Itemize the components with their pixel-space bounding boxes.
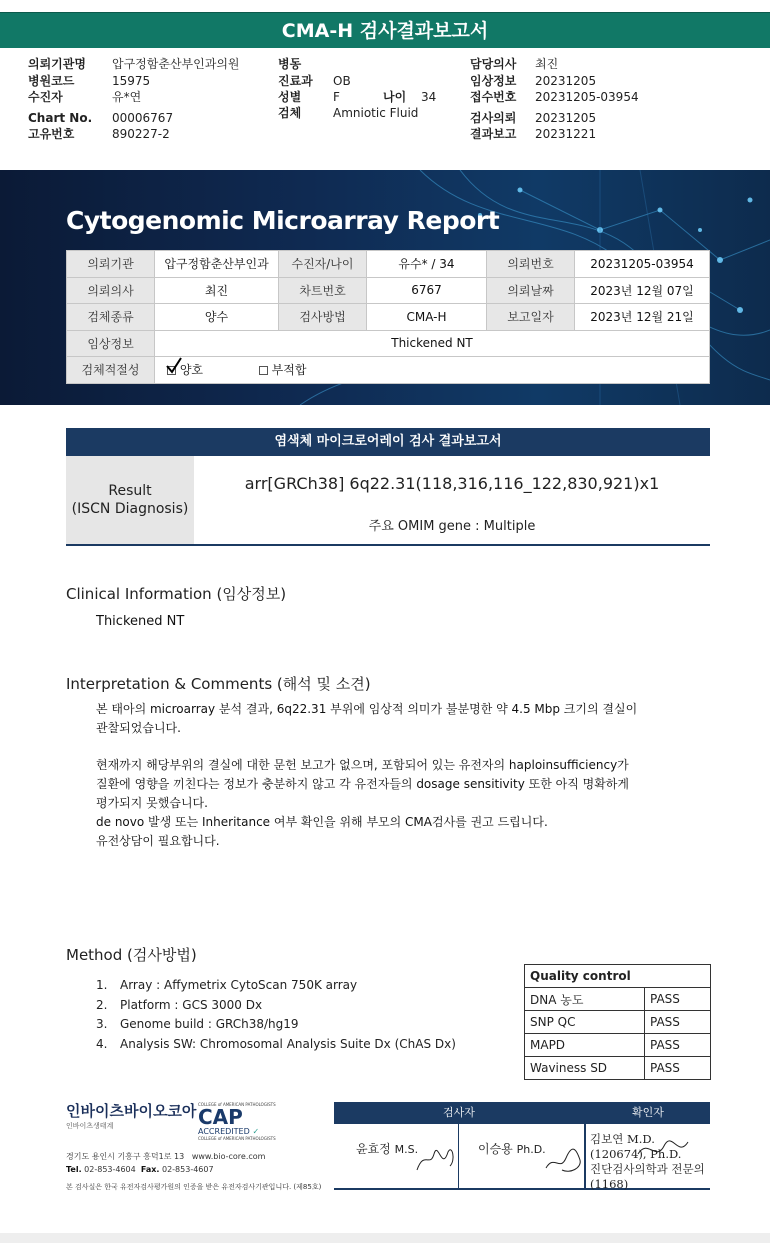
qc-row: Waviness SD PASS bbox=[525, 1057, 711, 1080]
summary-row-1 bbox=[67, 251, 710, 278]
value-specimen: Amniotic Fluid bbox=[333, 105, 419, 120]
banner-title: Cytogenomic Microarray Report bbox=[66, 206, 500, 235]
value-chart-no: 00006767 bbox=[112, 110, 174, 125]
confirmer: 김보연 M.D.(120674), Ph.D. 진단검사의학과 전문의(1168) bbox=[590, 1132, 705, 1191]
summary-row-3 bbox=[67, 304, 710, 331]
cell-header: 의뢰의사 bbox=[67, 277, 155, 304]
method-list bbox=[96, 976, 456, 1054]
cell-value: 압구정함춘산부인과 bbox=[155, 251, 279, 278]
label-patient: 수진자 bbox=[28, 90, 63, 104]
confirmer-header: 확인자 bbox=[586, 1102, 710, 1124]
label-clinical-info: 임상정보 bbox=[470, 73, 517, 88]
cell-value: 유수* / 34 bbox=[367, 251, 487, 278]
report-summary-table bbox=[66, 250, 710, 384]
header-info-col3 bbox=[470, 56, 639, 143]
bottom-band bbox=[0, 1233, 770, 1243]
unchecked-box-icon bbox=[259, 366, 268, 375]
cell-header: 수진자/나이 bbox=[279, 251, 367, 278]
summary-row-4 bbox=[67, 330, 710, 357]
interpretation-paragraph-1: 본 태아의 microarray 분석 결과, 6q22.31 부위에 임상적 의미가 불분명한 약 4.5 Mbp 크기의 결실이 관찰되었습니다. bbox=[96, 702, 638, 735]
cell-value: 2023년 12월 21일 bbox=[575, 304, 710, 331]
method-item: 2. Platform : GCS 3000 Dx bbox=[96, 997, 263, 1012]
cell-value: 양수 bbox=[155, 304, 279, 331]
checked-box-icon bbox=[167, 366, 176, 375]
omim-gene: 주요 OMIM gene : Multiple bbox=[368, 519, 536, 534]
cell-value: 20231205-03954 bbox=[575, 251, 710, 278]
interpretation-paragraph-2: 현재까지 해당부위의 결실에 대한 문헌 보고가 없으며, 포함되어 있는 유전자의 haploinsufficiency가 질환에 영향을 끼친다는 정보가 충분하지 않고 각 유전자들의 dosage sensitivity 또한 아직 명확하게 평가되지 못했습니다. de novo 발생 또는 Inheritance 여부 확인을 위해 부모의 CMA검사를 권고 드립니다. 유전상담이 필요합니다. bbox=[96, 758, 629, 848]
value-patient: 유*연 bbox=[112, 90, 142, 104]
value-institution: 압구정함춘산부인과의원 bbox=[112, 57, 240, 71]
label-request-date: 검사의뢰 bbox=[470, 110, 517, 125]
method-item: 1. Array : Affymetrix CytoScan 750K array bbox=[96, 978, 358, 992]
header-info-col2 bbox=[278, 56, 436, 121]
cell-header: 검체종류 bbox=[67, 304, 155, 331]
report-title-bar bbox=[0, 12, 770, 48]
option-adequate: 양호 bbox=[167, 363, 207, 377]
cap-accredited-logo: COLLEGE of AMERICAN PATHOLOGISTS CAP ACCREDITED ✓ COLLEGE of AMERICAN PATHOLOGISTS bbox=[198, 1102, 276, 1141]
specimen-adequacy-options bbox=[155, 357, 710, 384]
company-address: 경기도 용인시 기흥구 흥덕1로 13 www.bio-core.com Tel. 02-853-4604 Fax. 02-853-4607 본 검사실은 한국 유전자검사평가원의 인증을 받은 유전자검사기관입니다. (제85호) bbox=[66, 1152, 322, 1191]
cell-value: CMA-H bbox=[367, 304, 487, 331]
company-logo: 인바이츠바이오코아 인바이츠생태계 bbox=[66, 1102, 197, 1130]
cell-value: 2023년 12월 07일 bbox=[575, 277, 710, 304]
examiner-header: 검사자 bbox=[334, 1102, 584, 1124]
cell-value: 6767 bbox=[367, 277, 487, 304]
label-department: 진료과 bbox=[278, 73, 313, 88]
cell-header: 검사방법 bbox=[279, 304, 367, 331]
signature-3-icon bbox=[634, 1132, 694, 1172]
checkmark-icon bbox=[165, 357, 183, 375]
label-doctor: 담당의사 bbox=[470, 57, 517, 71]
method-item: 4. Analysis SW: Chromosomal Analysis Suite Dx (ChAS Dx) bbox=[96, 1036, 456, 1051]
label-ward: 병동 bbox=[278, 57, 302, 71]
cell-header: 의뢰기관 bbox=[67, 251, 155, 278]
iscn-diagnosis: arr[GRCh38] 6q22.31(118,316,116_122,830,921)x1 bbox=[244, 474, 660, 493]
value-request-date: 20231205 bbox=[535, 110, 597, 125]
examiner-1: 윤효정 M.S. bbox=[356, 1142, 419, 1156]
cell-header: 임상정보 bbox=[67, 330, 155, 357]
result-label: Result (ISCN Diagnosis) bbox=[66, 456, 194, 544]
summary-row-2 bbox=[67, 277, 710, 304]
label-unique-no: 고유번호 bbox=[28, 127, 75, 141]
label-specimen: 검체 bbox=[278, 105, 302, 120]
label-sex: 성별 bbox=[278, 90, 302, 104]
signature-block bbox=[334, 1102, 710, 1190]
qc-row: DNA 농도 PASS bbox=[525, 988, 711, 1011]
clinical-heading: Clinical Information (임상정보) bbox=[66, 585, 287, 603]
quality-control-table bbox=[524, 964, 711, 1080]
header-info-col1 bbox=[28, 56, 240, 143]
result-box bbox=[66, 456, 710, 546]
value-unique-no: 890227-2 bbox=[112, 127, 170, 141]
value-report-date: 20231221 bbox=[535, 127, 597, 141]
qc-row: SNP QC PASS bbox=[525, 1011, 711, 1034]
value-doctor: 최진 bbox=[535, 57, 559, 71]
label-age: 나이 bbox=[383, 90, 407, 104]
cell-value: Thickened NT bbox=[155, 330, 710, 357]
value-age: 34 bbox=[421, 90, 437, 104]
value-sex: F bbox=[333, 90, 340, 104]
cell-header: 검체적절성 bbox=[67, 357, 155, 384]
qc-title: Quality control bbox=[525, 965, 711, 988]
cell-header: 의뢰날짜 bbox=[487, 277, 575, 304]
label-receipt-no: 접수번호 bbox=[470, 90, 517, 104]
result-section-title: 염색체 마이크로어레이 검사 결과보고서 bbox=[66, 428, 710, 456]
value-department: OB bbox=[333, 73, 351, 88]
method-item: 3. Genome build : GRCh38/hg19 bbox=[96, 1017, 299, 1031]
value-receipt-no: 20231205-03954 bbox=[535, 90, 639, 104]
signature-1-icon bbox=[412, 1140, 462, 1180]
cell-value: 최진 bbox=[155, 277, 279, 304]
label-report-date: 결과보고 bbox=[470, 127, 517, 141]
label-chart-no: Chart No. bbox=[28, 110, 93, 125]
cell-header: 보고일자 bbox=[487, 304, 575, 331]
label-institution: 의뢰기관명 bbox=[28, 57, 86, 71]
examiner-2: 이승용 Ph.D. bbox=[478, 1142, 546, 1156]
signature-2-icon bbox=[540, 1140, 590, 1180]
method-heading: Method (검사방법) bbox=[66, 946, 197, 964]
clinical-text: Thickened NT bbox=[96, 614, 185, 629]
value-clinical-info: 20231205 bbox=[535, 73, 597, 88]
cell-header: 의뢰번호 bbox=[487, 251, 575, 278]
qc-row: MAPD PASS bbox=[525, 1034, 711, 1057]
label-hospital-code: 병원코드 bbox=[28, 73, 75, 88]
option-inadequate: 부적합 bbox=[259, 363, 307, 377]
value-hospital-code: 15975 bbox=[112, 73, 151, 88]
interpretation-heading: Interpretation & Comments (해석 및 소견) bbox=[66, 675, 371, 693]
cell-header: 차트번호 bbox=[279, 277, 367, 304]
summary-row-5 bbox=[67, 357, 710, 384]
report-title: CMA-H 검사결과보고서 bbox=[281, 20, 489, 42]
